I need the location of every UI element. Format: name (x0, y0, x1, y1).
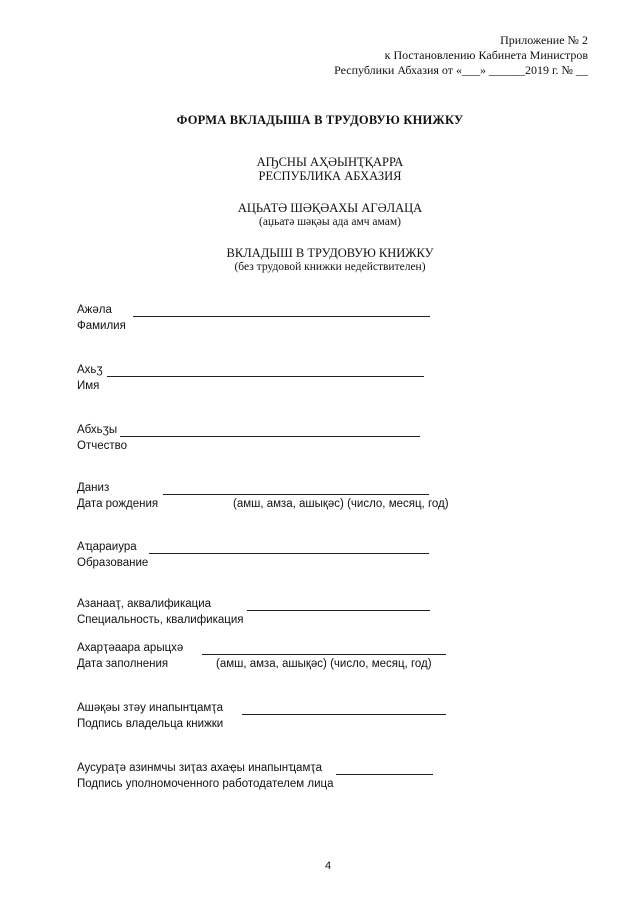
country-abkhaz: АҦСНЫ АҲӘЫНҬҚАРРА (256, 155, 404, 169)
appendix-header (334, 33, 588, 78)
education-label-russian: Образование (77, 557, 149, 569)
appendix-line-1: Приложение № 2 (500, 33, 588, 47)
name-input-line[interactable] (107, 376, 424, 377)
authorized-signature-label-abkhaz: Аусураҭә азинмчы зиҭаз ахаҿы инапынҵамҭа (77, 762, 323, 774)
surname-label-russian: Фамилия (77, 320, 126, 332)
owner-signature-label-russian: Подпись владельца книжки (77, 718, 224, 730)
fill-date-input-line[interactable] (202, 654, 446, 655)
field-authorized-signature (77, 762, 333, 794)
insert-abkhaz-block (0, 201, 640, 229)
birth-date-input-line[interactable] (163, 494, 429, 495)
patronymic-label-russian: Отчество (77, 440, 127, 452)
education-label-abkhaz: Аҵараиура (77, 541, 137, 553)
appendix-line-3: Республики Абхазия от «___» ______2019 г. № __ (334, 63, 588, 77)
form-title: ФОРМА ВКЛАДЫША В ТРУДОВУЮ КНИЖКУ (176, 113, 464, 127)
surname-label-abkhaz: Ажәла (77, 304, 112, 316)
name-label-abkhaz: Ахьӡ (77, 364, 103, 376)
field-name (77, 364, 103, 396)
specialty-input-line[interactable] (247, 610, 430, 611)
patronymic-label-abkhaz: Абхьӡы (77, 424, 118, 436)
birth-date-label-abkhaz: Даниз (77, 482, 110, 494)
authorized-signature-label-russian: Подпись уполномоченного работодателем лица (77, 778, 334, 790)
specialty-label-russian: Специальность, квалификация (77, 614, 244, 626)
insert-russian-note: (без трудовой книжки недействителен) (234, 261, 426, 273)
appendix-line-2: к Постановлению Кабинета Министров (384, 48, 588, 62)
field-education (77, 541, 148, 573)
birth-date-label-russian: Дата рождения (77, 498, 159, 510)
page-number: 4 (324, 860, 332, 872)
fill-date-label-russian: Дата заполнения (77, 658, 169, 670)
name-label-russian: Имя (77, 380, 100, 392)
country-russian: РЕСПУБЛИКА АБХАЗИЯ (258, 169, 402, 183)
field-specialty (77, 598, 244, 630)
fill-date-label-abkhaz: Ахарҭәаара арыцхә (77, 642, 184, 654)
surname-input-line[interactable] (133, 316, 430, 317)
field-patronymic (77, 424, 127, 456)
field-surname (77, 304, 126, 336)
field-fill-date (77, 642, 432, 674)
specialty-label-abkhaz: Азанааҭ, аквалификациа (77, 598, 212, 610)
patronymic-input-line[interactable] (120, 436, 420, 437)
country-block (0, 155, 640, 183)
owner-signature-input-line[interactable] (242, 714, 446, 715)
field-owner-signature (77, 702, 223, 734)
insert-russian-title: ВКЛАДЫШ В ТРУДОВУЮ КНИЖКУ (226, 246, 434, 260)
birth-date-hint: (амш, амза, ашықәс) (число, месяц, год) (233, 498, 449, 510)
fill-date-hint: (амш, амза, ашықәс) (число, месяц, год) (216, 658, 432, 670)
insert-abkhaz-title: АЦЬАТӘ ШӘҚӘАХЫ АГӘЛАЦА (237, 201, 423, 215)
authorized-signature-input-line[interactable] (336, 774, 433, 775)
field-birth-date (77, 482, 449, 514)
insert-russian-block (0, 246, 640, 274)
insert-abkhaz-note: (аџьатә шәқәы ада амч амам) (259, 216, 401, 228)
education-input-line[interactable] (149, 553, 429, 554)
owner-signature-label-abkhaz: Ашәқәы зтәу инапынҵамҭа (77, 702, 223, 714)
